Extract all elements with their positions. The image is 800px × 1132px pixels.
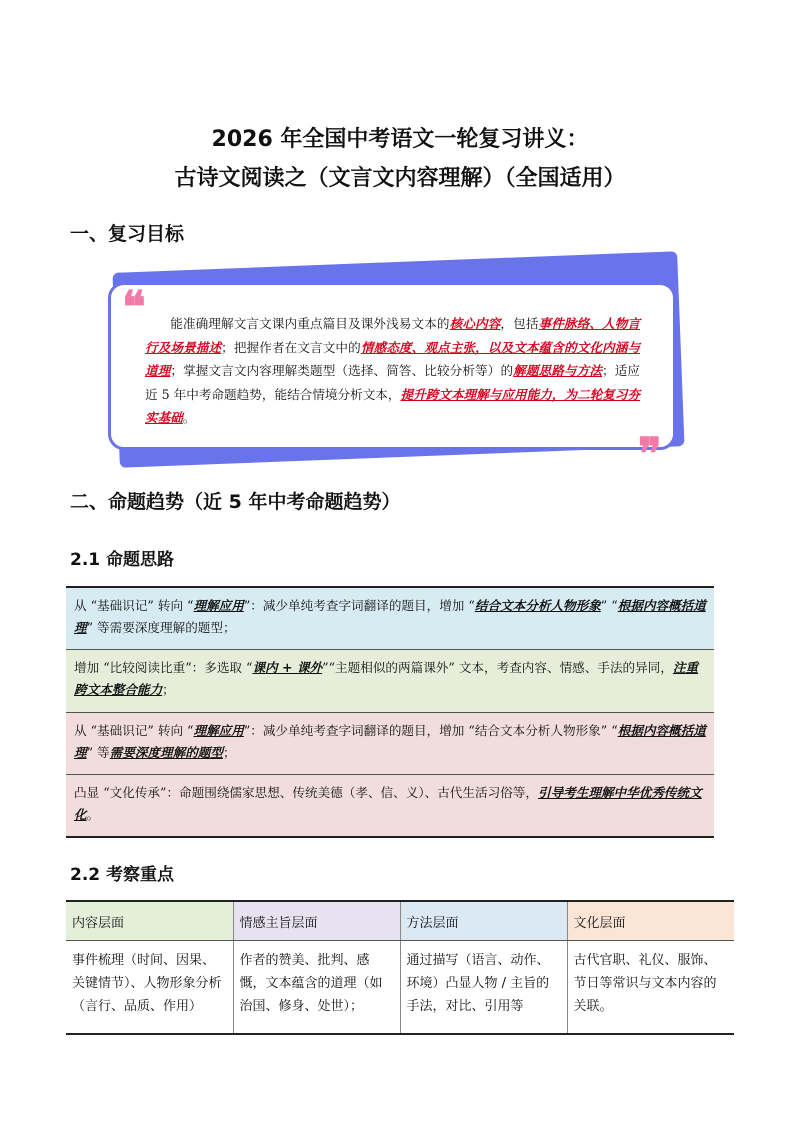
column-header: 内容层面 xyxy=(66,901,233,941)
goal-text: ；适应近 5 年中考命题趋势，能结合情境分析文本， xyxy=(145,363,641,402)
trend-row xyxy=(66,650,714,713)
trend-highlight: 课内 + 课外 xyxy=(252,660,323,675)
trend-highlight: 根据内容概括道理 xyxy=(74,723,706,760)
trend-row xyxy=(66,588,714,650)
goal-highlight: 情感态度、观点主张，以及文本蕴含的文化内涵与道理 xyxy=(145,339,641,378)
trend-text: 凸显 “文化传承”：命题围绕儒家思想、传统美德（孝、信、义）、古代生活习俗等， xyxy=(74,785,538,800)
cell-text: 作者的赞美、批判、感慨，文本蕴含的道理（如治国、修身、处世）； xyxy=(239,953,383,1014)
trend-text: ” 等需要深度理解的题型； xyxy=(86,620,236,635)
section-heading-goals: 一、复习目标 xyxy=(70,223,185,245)
column-header: 方法层面 xyxy=(400,901,567,941)
trend-highlight: 注重跨文本整合能力 xyxy=(74,660,699,697)
table-cell xyxy=(567,941,734,1035)
table-row xyxy=(66,941,734,1035)
column-header: 文化层面 xyxy=(567,901,734,941)
trend-text: ”：减少单纯考查字词翻译的题目，增加 “ xyxy=(243,598,475,613)
goal-highlight: 事件脉络、人物言行及场景描述 xyxy=(145,316,641,355)
goal-text: ；掌握文言文内容理解类题型（选择、简答、比较分析等）的 xyxy=(170,363,514,378)
subsection-heading-focus: 2.2 考察重点 xyxy=(70,865,175,885)
page-title-line1: 2026 年全国中考语文一轮复习讲义： xyxy=(211,127,589,152)
focus-table-header xyxy=(66,901,734,941)
trend-highlight: 需要深度理解的题型 xyxy=(109,745,223,760)
subsection-heading-ideas: 2.1 命题思路 xyxy=(70,550,175,570)
trend-text: ； xyxy=(162,682,175,697)
goal-text: ；把握作者在文言文中的 xyxy=(221,339,361,355)
trend-text: ”“主题相似的两篇课外” 文本，考查内容、情感、手法的异同， xyxy=(322,660,673,675)
goal-highlight: 核心内容 xyxy=(449,316,501,331)
table-cell xyxy=(233,941,400,1035)
trend-table xyxy=(66,586,714,838)
goal-text: 。 xyxy=(182,410,196,425)
table-cell xyxy=(400,941,567,1035)
section-heading-trends: 二、命题趋势（近 5 年中考命题趋势） xyxy=(70,491,401,513)
trend-highlight: 理解应用 xyxy=(193,598,244,613)
trend-highlight: 根据内容概括道理 xyxy=(74,598,706,635)
trend-text: 增加 “比较阅读比重”：多选取 “ xyxy=(74,660,253,675)
trend-text: ”：减少单纯考查字词翻译的题目，增加 “结合文本分析人物形象” “ xyxy=(243,723,618,738)
goal-highlight: 解题思路与方法 xyxy=(513,363,603,378)
trend-text: 从 “基础识记” 转向 “ xyxy=(74,598,194,613)
goal-text: 能准确理解文言文课内重点篇目及课外浅易文本的 xyxy=(170,316,450,331)
close-quote-icon: ❞ xyxy=(638,429,662,480)
trend-text: 从 “基础识记” 转向 “ xyxy=(74,723,194,738)
goal-highlight: 提升跨文本理解与应用能力，为二轮复习夯实基础 xyxy=(145,386,641,425)
open-quote-icon: ❝ xyxy=(122,282,146,333)
cell-text: 古代官职、礼仪、服饰、节日等常识与文本内容的关联。 xyxy=(573,953,717,1014)
column-header: 情感主旨层面 xyxy=(233,901,400,941)
trend-row xyxy=(66,775,714,836)
trend-highlight: 引导考生理解中华优秀传统文化 xyxy=(74,785,702,822)
goal-paragraph xyxy=(145,312,640,430)
trend-text: ” 等 xyxy=(86,745,110,760)
goal-text: ，包括 xyxy=(500,316,539,331)
trend-text: ” “ xyxy=(600,598,618,613)
trend-text: 。 xyxy=(86,807,100,822)
cell-text: 通过描写（语言、动作、环境）凸显人物 / 主旨的手法，对比、引用等 xyxy=(406,953,550,1014)
table-cell xyxy=(66,941,233,1035)
page-title-line2: 古诗文阅读之（文言文内容理解）（全国适用） xyxy=(174,166,626,191)
trend-text: ； xyxy=(222,745,236,760)
trend-highlight: 理解应用 xyxy=(193,723,244,738)
trend-row xyxy=(66,713,714,775)
trend-highlight: 结合文本分析人物形象 xyxy=(474,598,601,613)
focus-table xyxy=(66,900,734,1035)
cell-text: 事件梳理（时间、因果、关键情节）、人物形象分析（言行、品质、作用） xyxy=(72,953,222,1014)
